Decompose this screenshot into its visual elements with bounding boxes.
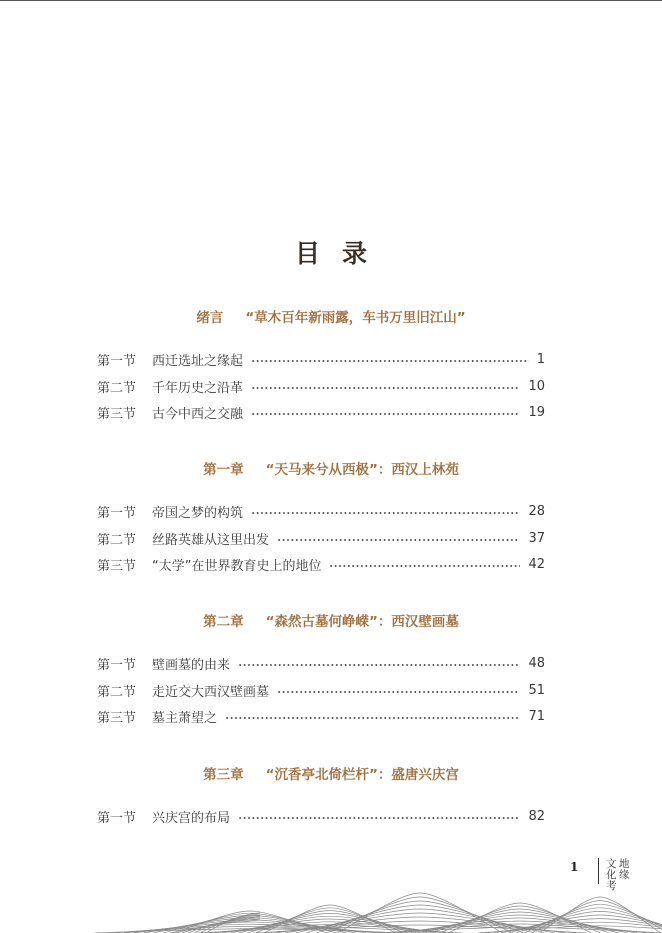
section-number: 第一节: [97, 353, 137, 369]
chapter-number: 第三章: [203, 767, 244, 783]
section-title: 墓主萧望之: [152, 710, 218, 726]
page-number: 71: [528, 708, 545, 724]
toc-entry[interactable]: [97, 528, 545, 548]
page-number: 51: [528, 682, 545, 698]
chapter-number: 绪言: [196, 310, 224, 326]
page-number: 48: [528, 655, 545, 671]
series-label-col2: [619, 859, 630, 881]
page-number: 19: [528, 404, 545, 420]
section-title: 兴庆宫的布局: [152, 810, 231, 826]
top-rule: [0, 0, 662, 1]
page-number: 28: [528, 503, 545, 519]
series-char: 考: [606, 880, 617, 892]
section-number: 第二节: [97, 532, 137, 548]
section-title: 走近交大西汉壁画墓: [152, 684, 270, 700]
section-number: 第一节: [97, 657, 137, 673]
chapter-number: 第二章: [203, 614, 244, 630]
dot-leader: [277, 691, 520, 693]
toc-entry[interactable]: [97, 680, 545, 700]
series-char: 文: [606, 858, 617, 870]
toc-entry[interactable]: [97, 402, 545, 422]
chapter-number: 第一章: [203, 462, 244, 478]
chapter-title: “森然古墓何峥嵘”：西汉壁画墓: [265, 614, 459, 630]
chapter-title: “天马来兮从西极”：西汉上林苑: [265, 462, 459, 478]
dot-leader: [251, 512, 520, 514]
dot-leader: [251, 413, 520, 415]
toc-entry[interactable]: [97, 653, 545, 673]
section-number: 第二节: [97, 380, 137, 396]
section-title: 帝国之梦的构筑: [152, 505, 244, 521]
section-number: 第三节: [97, 406, 137, 422]
section-title: 丝路英雄从这里出发: [152, 532, 270, 548]
toc-entry[interactable]: [97, 376, 545, 396]
page-number: 1: [536, 351, 545, 367]
dot-leader: [251, 387, 520, 389]
section-number: 第二节: [97, 684, 137, 700]
page-number: 37: [528, 530, 545, 546]
toc-entry[interactable]: [97, 501, 545, 521]
chapter-heading-intro: [0, 306, 662, 326]
chapter-heading-2: [0, 610, 662, 630]
chapter-heading-3: [0, 763, 662, 783]
toc-entry[interactable]: [97, 706, 545, 726]
series-char: 缘: [619, 869, 630, 881]
dot-leader: [329, 565, 520, 567]
series-char: 地: [619, 858, 630, 870]
toc-entry[interactable]: [97, 554, 545, 574]
dot-leader: [238, 817, 520, 819]
section-number: 第一节: [97, 505, 137, 521]
series-char: 化: [606, 869, 617, 881]
dot-leader: [225, 717, 520, 719]
section-title: “太学”在世界教育史上的地位: [152, 558, 322, 574]
section-title: 西迁选址之缘起: [152, 353, 244, 369]
chapter-title: “沉香亭北倚栏杆”：盛唐兴庆宫: [265, 767, 459, 783]
toc-entry[interactable]: [97, 806, 545, 826]
section-title: 壁画墓的由来: [152, 657, 231, 673]
chapter-heading-1: [0, 458, 662, 478]
page-number: 42: [528, 556, 545, 572]
chapter-title: “草木百年新雨露，车书万里旧江山”: [245, 310, 466, 326]
page-number: 82: [528, 808, 545, 824]
toc-entry[interactable]: [97, 349, 545, 369]
dot-leader: [277, 539, 520, 541]
section-number: 第一节: [97, 810, 137, 826]
section-title: 千年历史之沿革: [152, 380, 244, 396]
section-number: 第三节: [97, 710, 137, 726]
dot-leader: [251, 360, 529, 362]
folio-page-number: 1: [570, 860, 579, 874]
mountain-illustration: [0, 880, 662, 933]
page-number: 10: [528, 378, 545, 394]
dot-leader: [238, 664, 520, 666]
page-title: 目录: [294, 239, 389, 268]
section-title: 古今中西之交融: [152, 406, 244, 422]
section-number: 第三节: [97, 558, 137, 574]
